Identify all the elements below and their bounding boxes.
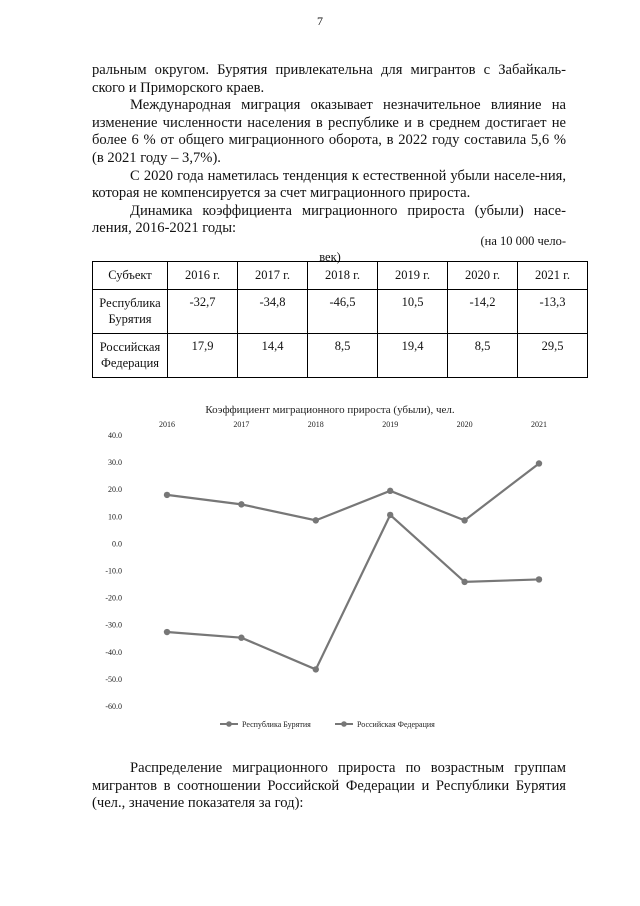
table-cell: 14,4	[238, 334, 308, 378]
table-subject-cell: Российская Федерация	[93, 334, 168, 378]
data-point	[461, 579, 467, 585]
series-line-1	[167, 463, 539, 520]
y-tick-label: 0.0	[112, 539, 122, 549]
y-tick-label: 40.0	[108, 431, 122, 440]
table-row	[93, 290, 588, 334]
data-point	[387, 512, 393, 518]
legend-label: Российская Федерация	[357, 720, 435, 729]
x-tick-label: 2018	[307, 420, 324, 429]
y-tick-label: -40.0	[105, 647, 122, 657]
table-header-cell: 2018 г.	[308, 262, 378, 290]
paragraph-5: Распределение миграционного прироста по возрастным группам мигрантов в соотношении Российской Федерации и Республики Бурятия (чел., значение показателя за год):	[92, 760, 566, 812]
table-header-cell: 2017 г.	[238, 262, 308, 290]
table-cell: 29,5	[518, 334, 588, 378]
table-cell: -14,2	[448, 290, 518, 334]
table-unit-note: (на 10 000 чело-	[480, 234, 566, 248]
table-cell: 8,5	[308, 334, 378, 378]
data-point	[164, 492, 170, 498]
data-point	[387, 488, 393, 494]
migration-table	[92, 261, 588, 378]
table-row	[93, 334, 588, 378]
y-tick-label: -20.0	[105, 593, 122, 603]
data-point	[313, 666, 319, 672]
data-point	[461, 517, 467, 523]
data-point	[536, 460, 542, 466]
y-tick-label: 10.0	[108, 512, 122, 522]
legend-marker	[341, 721, 347, 727]
y-tick-label: -10.0	[105, 566, 122, 576]
paragraph-4: Динамика коэффициента миграционного прироста (убыли) насе-ления, 2016-2021 годы:	[92, 202, 566, 237]
table-cell: 17,9	[168, 334, 238, 378]
table-cell: -32,7	[168, 290, 238, 334]
y-tick-label: 30.0	[108, 458, 122, 468]
chart-title: Коэффициент миграционного прироста (убыли), чел.	[205, 404, 455, 416]
table-header-cell: 2021 г.	[518, 262, 588, 290]
x-tick-label: 2019	[382, 420, 399, 429]
paragraph-3: С 2020 года наметилась тенденция к естественной убыли населе-ния, которая не компенсируется за счет миграционного прироста.	[92, 167, 566, 202]
x-tick-label: 2021	[531, 420, 547, 429]
table-unit-note-cont: век)	[319, 250, 341, 264]
table-header-cell: 2016 г.	[168, 262, 238, 290]
paragraph-1: рaльным округом. Бурятия привлекательна для мигрантов с Забайкаль-ского и Приморского краев.	[92, 62, 566, 96]
table-cell: -34,8	[238, 290, 308, 334]
data-point	[238, 635, 244, 641]
table-cell: 8,5	[448, 334, 518, 378]
table-header-row	[93, 262, 588, 290]
bottom-text	[92, 760, 566, 813]
table-header-cell: 2020 г.	[448, 262, 518, 290]
y-tick-label: -30.0	[105, 620, 122, 630]
x-tick-label: 2020	[456, 420, 473, 429]
x-tick-label: 2016	[159, 420, 175, 429]
data-point	[238, 501, 244, 507]
data-point	[313, 517, 319, 523]
legend-marker	[226, 721, 232, 727]
body-text	[92, 62, 566, 238]
y-tick-label: -50.0	[105, 674, 122, 684]
data-point	[164, 629, 170, 635]
table-cell: -46,5	[308, 290, 378, 334]
legend-label: Республика Бурятия	[242, 720, 311, 729]
table-subject-cell: Республика Бурятия	[93, 290, 168, 334]
x-tick-label: 2017	[233, 420, 250, 429]
y-tick-label: -60.0	[105, 702, 122, 711]
data-point	[536, 576, 542, 582]
table-cell: 19,4	[378, 334, 448, 378]
y-tick-label: 20.0	[108, 485, 122, 495]
paragraph-2: Международная миграция оказывает незначительное влияние на изменение численности населения в республике и в среднем достигает не более 6 % от общего миграционного оборота, в 2022 году составила 5,6 % (в 2021 году – 3,7%).	[92, 97, 566, 166]
table-header-cell: 2019 г.	[378, 262, 448, 290]
migration-line-chart	[80, 395, 580, 740]
table-header-cell: Субъект	[93, 262, 168, 290]
table-cell: -13,3	[518, 290, 588, 334]
table-cell: 10,5	[378, 290, 448, 334]
page-number: 7	[317, 14, 323, 28]
series-line-0	[167, 515, 539, 669]
